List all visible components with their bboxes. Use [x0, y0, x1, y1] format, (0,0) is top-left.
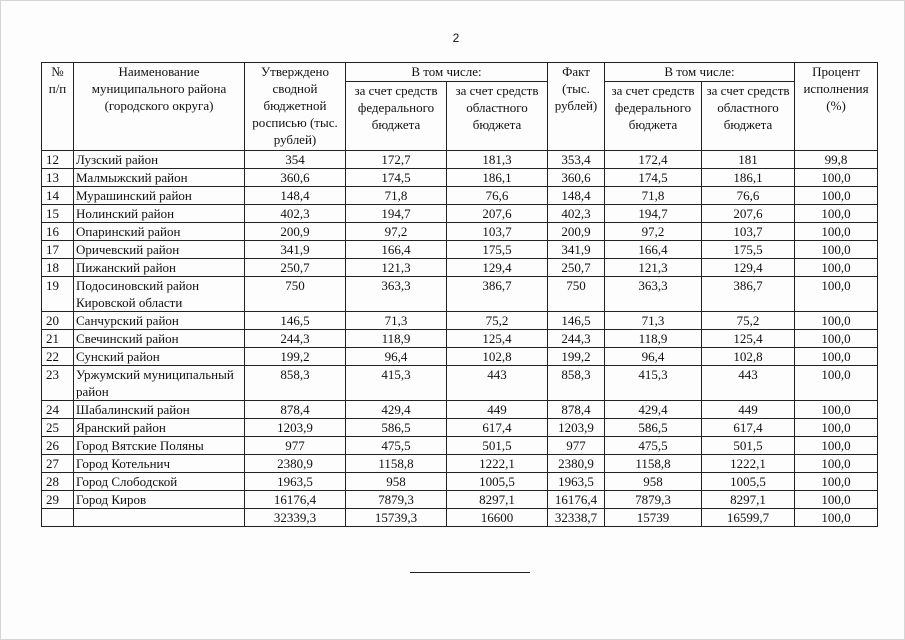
table-row [42, 205, 878, 223]
fact-federal-cell: 97,2 [605, 223, 702, 241]
table-row [42, 491, 878, 509]
fact-regional-cell: 129,4 [702, 259, 795, 277]
fact-regional-cell: 8297,1 [702, 491, 795, 509]
row-number-cell: 22 [42, 348, 74, 366]
fact-federal-cell: 194,7 [605, 205, 702, 223]
percent-cell: 100,0 [795, 187, 878, 205]
row-number-cell: 16 [42, 223, 74, 241]
fact-regional-cell: 617,4 [702, 419, 795, 437]
row-number-cell [42, 509, 74, 527]
district-name-cell: Пижанский район [74, 259, 245, 277]
approved-regional-cell: 129,4 [447, 259, 548, 277]
approved-cell: 199,2 [245, 348, 346, 366]
fact-cell: 250,7 [548, 259, 605, 277]
fact-cell: 146,5 [548, 312, 605, 330]
district-name-cell: Оричевский район [74, 241, 245, 259]
approved-federal-cell: 166,4 [346, 241, 447, 259]
percent-cell: 100,0 [795, 259, 878, 277]
district-name-cell [74, 509, 245, 527]
fact-federal-cell: 415,3 [605, 366, 702, 401]
table-row [42, 348, 878, 366]
row-number-cell: 13 [42, 169, 74, 187]
approved-cell: 858,3 [245, 366, 346, 401]
approved-federal-cell: 363,3 [346, 277, 447, 312]
district-name-cell: Подосиновский район Кировской области [74, 277, 245, 312]
approved-federal-cell: 118,9 [346, 330, 447, 348]
approved-regional-cell: 102,8 [447, 348, 548, 366]
district-name-cell: Яранский район [74, 419, 245, 437]
fact-regional-cell: 16599,7 [702, 509, 795, 527]
row-number-cell: 18 [42, 259, 74, 277]
row-number-cell: 26 [42, 437, 74, 455]
fact-cell: 341,9 [548, 241, 605, 259]
district-name-cell: Шабалинский район [74, 401, 245, 419]
header-approved-federal: за счет средств федерального бюджета [346, 82, 447, 151]
approved-federal-cell: 172,7 [346, 151, 447, 169]
approved-federal-cell: 96,4 [346, 348, 447, 366]
approved-federal-cell: 194,7 [346, 205, 447, 223]
row-number-cell: 29 [42, 491, 74, 509]
table-row [42, 437, 878, 455]
district-name-cell: Свечинский район [74, 330, 245, 348]
fact-regional-cell: 207,6 [702, 205, 795, 223]
row-number-cell: 28 [42, 473, 74, 491]
fact-federal-cell: 172,4 [605, 151, 702, 169]
table-header [42, 63, 878, 151]
header-district-name: Наименование муниципального района (городского округа) [74, 63, 245, 151]
header-approved-regional: за счет средств областного бюджета [447, 82, 548, 151]
approved-regional-cell: 103,7 [447, 223, 548, 241]
fact-federal-cell: 958 [605, 473, 702, 491]
district-name-cell: Санчурский район [74, 312, 245, 330]
fact-federal-cell: 15739 [605, 509, 702, 527]
fact-regional-cell: 181 [702, 151, 795, 169]
approved-cell: 2380,9 [245, 455, 346, 473]
approved-regional-cell: 16600 [447, 509, 548, 527]
approved-cell: 402,3 [245, 205, 346, 223]
percent-cell: 100,0 [795, 437, 878, 455]
fact-cell: 858,3 [548, 366, 605, 401]
approved-cell: 341,9 [245, 241, 346, 259]
approved-cell: 360,6 [245, 169, 346, 187]
district-name-cell: Уржумский муниципальный район [74, 366, 245, 401]
table-total-row [42, 509, 878, 527]
approved-cell: 1203,9 [245, 419, 346, 437]
table-row [42, 223, 878, 241]
approved-regional-cell: 501,5 [447, 437, 548, 455]
district-name-cell: Лузский район [74, 151, 245, 169]
fact-regional-cell: 443 [702, 366, 795, 401]
fact-federal-cell: 166,4 [605, 241, 702, 259]
table-row [42, 241, 878, 259]
approved-regional-cell: 8297,1 [447, 491, 548, 509]
approved-federal-cell: 475,5 [346, 437, 447, 455]
fact-cell: 1203,9 [548, 419, 605, 437]
approved-regional-cell: 449 [447, 401, 548, 419]
approved-cell: 354 [245, 151, 346, 169]
fact-regional-cell: 186,1 [702, 169, 795, 187]
approved-regional-cell: 1222,1 [447, 455, 548, 473]
table-body [42, 151, 878, 527]
approved-federal-cell: 586,5 [346, 419, 447, 437]
approved-federal-cell: 97,2 [346, 223, 447, 241]
percent-cell: 100,0 [795, 473, 878, 491]
fact-cell: 199,2 [548, 348, 605, 366]
table-row [42, 366, 878, 401]
approved-regional-cell: 125,4 [447, 330, 548, 348]
fact-cell: 878,4 [548, 401, 605, 419]
approved-cell: 146,5 [245, 312, 346, 330]
fact-regional-cell: 501,5 [702, 437, 795, 455]
fact-cell: 2380,9 [548, 455, 605, 473]
table-row [42, 401, 878, 419]
page-number: 2 [452, 31, 460, 45]
fact-cell: 360,6 [548, 169, 605, 187]
table-row [42, 151, 878, 169]
approved-federal-cell: 71,8 [346, 187, 447, 205]
fact-federal-cell: 121,3 [605, 259, 702, 277]
fact-cell: 353,4 [548, 151, 605, 169]
fact-regional-cell: 1222,1 [702, 455, 795, 473]
approved-federal-cell: 174,5 [346, 169, 447, 187]
approved-regional-cell: 76,6 [447, 187, 548, 205]
fact-cell: 244,3 [548, 330, 605, 348]
percent-cell: 100,0 [795, 241, 878, 259]
row-number-cell: 17 [42, 241, 74, 259]
approved-regional-cell: 207,6 [447, 205, 548, 223]
header-fact-including: В том числе: [605, 63, 795, 82]
fact-cell: 402,3 [548, 205, 605, 223]
percent-cell: 100,0 [795, 491, 878, 509]
fact-cell: 200,9 [548, 223, 605, 241]
percent-cell: 100,0 [795, 509, 878, 527]
table-row [42, 277, 878, 312]
approved-cell: 750 [245, 277, 346, 312]
fact-federal-cell: 118,9 [605, 330, 702, 348]
district-name-cell: Нолинский район [74, 205, 245, 223]
approved-cell: 250,7 [245, 259, 346, 277]
fact-federal-cell: 1158,8 [605, 455, 702, 473]
row-number-cell: 27 [42, 455, 74, 473]
approved-federal-cell: 15739,3 [346, 509, 447, 527]
header-fact-federal: за счет средств федерального бюджета [605, 82, 702, 151]
district-name-cell: Опаринский район [74, 223, 245, 241]
approved-federal-cell: 7879,3 [346, 491, 447, 509]
approved-cell: 878,4 [245, 401, 346, 419]
row-number-cell: 23 [42, 366, 74, 401]
fact-federal-cell: 174,5 [605, 169, 702, 187]
header-percent: Процент исполнения (%) [795, 63, 878, 151]
fact-regional-cell: 102,8 [702, 348, 795, 366]
fact-regional-cell: 125,4 [702, 330, 795, 348]
approved-federal-cell: 121,3 [346, 259, 447, 277]
fact-federal-cell: 7879,3 [605, 491, 702, 509]
row-number-cell: 12 [42, 151, 74, 169]
fact-federal-cell: 96,4 [605, 348, 702, 366]
approved-regional-cell: 443 [447, 366, 548, 401]
fact-federal-cell: 586,5 [605, 419, 702, 437]
fact-regional-cell: 175,5 [702, 241, 795, 259]
table-row [42, 419, 878, 437]
approved-regional-cell: 386,7 [447, 277, 548, 312]
approved-cell: 16176,4 [245, 491, 346, 509]
district-name-cell: Город Киров [74, 491, 245, 509]
approved-cell: 244,3 [245, 330, 346, 348]
row-number-cell: 21 [42, 330, 74, 348]
table-row [42, 312, 878, 330]
row-number-cell: 20 [42, 312, 74, 330]
fact-regional-cell: 386,7 [702, 277, 795, 312]
approved-cell: 32339,3 [245, 509, 346, 527]
header-fact-regional: за счет средств областного бюджета [702, 82, 795, 151]
fact-federal-cell: 71,8 [605, 187, 702, 205]
approved-regional-cell: 175,5 [447, 241, 548, 259]
district-name-cell: Сунский район [74, 348, 245, 366]
row-number-cell: 25 [42, 419, 74, 437]
percent-cell: 100,0 [795, 348, 878, 366]
percent-cell: 100,0 [795, 330, 878, 348]
row-number-cell: 14 [42, 187, 74, 205]
budget-execution-table [41, 62, 878, 527]
district-name-cell: Мурашинский район [74, 187, 245, 205]
fact-regional-cell: 76,6 [702, 187, 795, 205]
row-number-cell: 19 [42, 277, 74, 312]
fact-cell: 1963,5 [548, 473, 605, 491]
table-row [42, 169, 878, 187]
approved-federal-cell: 1158,8 [346, 455, 447, 473]
approved-federal-cell: 958 [346, 473, 447, 491]
approved-cell: 148,4 [245, 187, 346, 205]
approved-regional-cell: 617,4 [447, 419, 548, 437]
fact-regional-cell: 1005,5 [702, 473, 795, 491]
fact-cell: 32338,7 [548, 509, 605, 527]
percent-cell: 100,0 [795, 205, 878, 223]
fact-cell: 977 [548, 437, 605, 455]
district-name-cell: Город Вятские Поляны [74, 437, 245, 455]
approved-regional-cell: 1005,5 [447, 473, 548, 491]
fact-regional-cell: 103,7 [702, 223, 795, 241]
percent-cell: 100,0 [795, 401, 878, 419]
table-row [42, 259, 878, 277]
percent-cell: 100,0 [795, 455, 878, 473]
approved-federal-cell: 429,4 [346, 401, 447, 419]
header-approved: Утверждено сводной бюджетной росписью (тыс. рублей) [245, 63, 346, 151]
approved-cell: 200,9 [245, 223, 346, 241]
row-number-cell: 15 [42, 205, 74, 223]
header-fact: Факт (тыс. рублей) [548, 63, 605, 151]
fact-regional-cell: 75,2 [702, 312, 795, 330]
district-name-cell: Малмыжский район [74, 169, 245, 187]
percent-cell: 100,0 [795, 169, 878, 187]
fact-federal-cell: 363,3 [605, 277, 702, 312]
fact-federal-cell: 475,5 [605, 437, 702, 455]
table-row [42, 473, 878, 491]
header-number: № п/п [42, 63, 74, 151]
percent-cell: 100,0 [795, 277, 878, 312]
fact-cell: 16176,4 [548, 491, 605, 509]
percent-cell: 100,0 [795, 366, 878, 401]
approved-regional-cell: 75,2 [447, 312, 548, 330]
percent-cell: 100,0 [795, 312, 878, 330]
fact-cell: 750 [548, 277, 605, 312]
fact-cell: 148,4 [548, 187, 605, 205]
bottom-rule-line [410, 572, 530, 573]
fact-federal-cell: 429,4 [605, 401, 702, 419]
district-name-cell: Город Котельнич [74, 455, 245, 473]
table-row [42, 455, 878, 473]
approved-federal-cell: 415,3 [346, 366, 447, 401]
approved-regional-cell: 181,3 [447, 151, 548, 169]
table-row [42, 330, 878, 348]
approved-federal-cell: 71,3 [346, 312, 447, 330]
district-name-cell: Город Слободской [74, 473, 245, 491]
approved-cell: 1963,5 [245, 473, 346, 491]
row-number-cell: 24 [42, 401, 74, 419]
percent-cell: 99,8 [795, 151, 878, 169]
approved-cell: 977 [245, 437, 346, 455]
header-approved-including: В том числе: [346, 63, 548, 82]
approved-regional-cell: 186,1 [447, 169, 548, 187]
percent-cell: 100,0 [795, 419, 878, 437]
fact-federal-cell: 71,3 [605, 312, 702, 330]
table-row [42, 187, 878, 205]
percent-cell: 100,0 [795, 223, 878, 241]
fact-regional-cell: 449 [702, 401, 795, 419]
